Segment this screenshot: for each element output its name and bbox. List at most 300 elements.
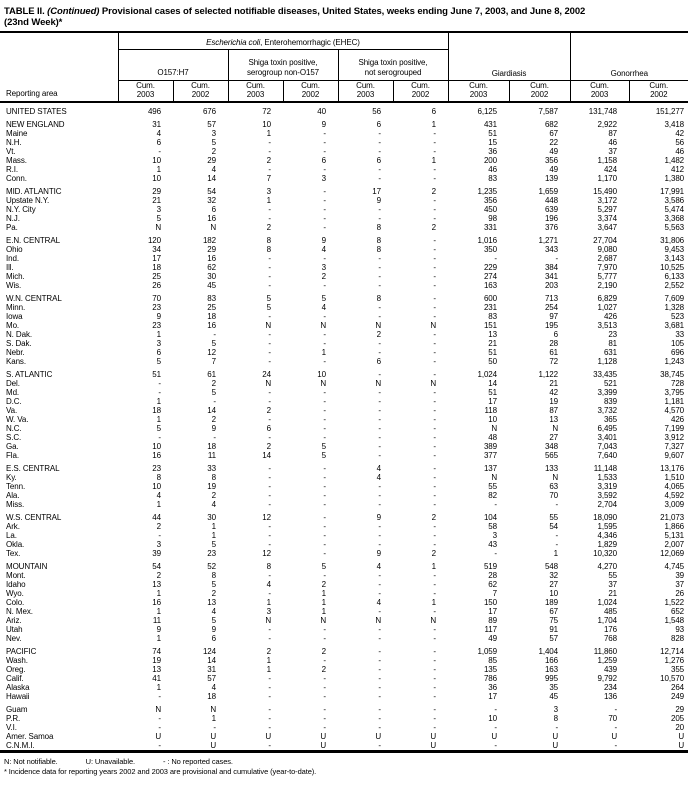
value-cell: 1 — [553, 549, 559, 558]
value-cell: 9 — [156, 312, 161, 321]
reporting-area-cell: Minn. — [6, 303, 26, 312]
value-cell: - — [323, 339, 326, 348]
value-cell: 18 — [152, 406, 161, 415]
value-cell: N — [375, 616, 381, 625]
value-cell: 1,380 — [664, 174, 685, 183]
value-cell: 3,732 — [597, 406, 618, 415]
value-cell: 652 — [670, 607, 685, 616]
reporting-area-cell: Vt. — [6, 147, 16, 156]
value-cell: 2 — [376, 330, 381, 339]
reporting-area-cell: Fla. — [6, 451, 19, 460]
value-cell: 1 — [266, 665, 271, 674]
reporting-area-cell: Colo. — [6, 598, 25, 607]
value-cell: 1,016 — [477, 236, 497, 245]
value-cell: - — [323, 223, 326, 232]
value-cell: 81 — [608, 339, 618, 348]
value-cell: U — [552, 732, 559, 741]
value-cell: 4,745 — [664, 562, 685, 571]
footnotes — [0, 757, 688, 777]
value-cell: 4,346 — [597, 531, 618, 540]
value-cell: 135 — [483, 665, 497, 674]
reporting-area-cell: MOUNTAIN — [6, 562, 48, 571]
reporting-area-cell: Ky. — [6, 473, 17, 482]
value-cell: 6 — [431, 107, 436, 116]
value-cell: N — [430, 616, 436, 625]
value-cell: - — [378, 656, 381, 665]
value-cell: - — [378, 442, 381, 451]
value-cell: N — [265, 616, 271, 625]
value-cell: - — [158, 692, 161, 701]
value-cell: 27 — [549, 433, 559, 442]
value-cell: - — [433, 625, 436, 634]
value-cell: 1,866 — [664, 522, 685, 531]
value-cell: 30 — [207, 513, 216, 522]
legend-no-reported-cases: - : No reported cases. — [163, 757, 233, 766]
value-cell: 14 — [262, 451, 271, 460]
value-cell: 3 — [156, 540, 161, 549]
value-cell: 6 — [266, 424, 271, 433]
table-row — [0, 263, 688, 272]
value-cell: 2 — [431, 223, 436, 232]
value-cell: 3,592 — [597, 491, 618, 500]
value-cell: - — [433, 205, 436, 214]
value-cell: 23 — [152, 464, 161, 473]
value-cell: 7 — [266, 174, 271, 183]
value-cell: 485 — [603, 607, 618, 616]
value-cell: U — [430, 741, 436, 750]
reporting-area-cell: Mich. — [6, 272, 25, 281]
reporting-area-cell: Wis. — [6, 281, 22, 290]
value-cell: 2 — [321, 272, 326, 281]
value-cell: 12,069 — [660, 549, 685, 558]
value-cell: - — [158, 433, 161, 442]
value-cell: 9 — [376, 549, 381, 558]
value-cell: N — [430, 321, 436, 330]
value-cell: - — [323, 531, 326, 540]
reporting-area-cell: MID. ATLANTIC — [6, 187, 62, 196]
value-cell: 713 — [544, 294, 559, 303]
value-cell: 55 — [488, 482, 497, 491]
value-cell: 1,510 — [664, 473, 685, 482]
value-cell: 58 — [488, 522, 497, 531]
value-cell: 5 — [156, 214, 161, 223]
table-row — [0, 741, 688, 752]
value-cell: 50 — [488, 357, 497, 366]
value-cell: N — [265, 321, 271, 330]
value-cell: 5 — [211, 339, 216, 348]
value-cell: - — [268, 357, 271, 366]
value-cell: - — [555, 540, 559, 549]
value-cell: - — [433, 196, 436, 205]
gonorrhea-group-header: Gonorrhea — [570, 32, 688, 80]
value-cell: 274 — [483, 272, 497, 281]
value-cell: 17 — [488, 397, 497, 406]
value-cell: 828 — [670, 634, 685, 643]
table-row — [0, 165, 688, 174]
value-cell: 2 — [156, 522, 161, 531]
value-cell: 1,027 — [597, 303, 618, 312]
value-cell: - — [433, 589, 436, 598]
value-cell: 1,122 — [538, 370, 559, 379]
value-cell: 29 — [152, 187, 161, 196]
value-cell: 42 — [675, 129, 685, 138]
value-cell: 205 — [670, 714, 685, 723]
value-cell: 10 — [152, 156, 161, 165]
value-cell: 11,860 — [593, 647, 618, 656]
value-cell: 27,704 — [593, 236, 618, 245]
value-cell: - — [433, 674, 436, 683]
value-cell: 548 — [544, 562, 559, 571]
value-cell: 1,595 — [597, 522, 618, 531]
value-cell: 8 — [376, 294, 381, 303]
value-cell: 1,659 — [538, 187, 559, 196]
value-cell: 16 — [207, 321, 216, 330]
value-cell: 61 — [549, 348, 559, 357]
value-cell: 676 — [202, 107, 216, 116]
table-row — [0, 540, 688, 549]
value-cell: - — [433, 263, 436, 272]
value-cell: U — [491, 732, 497, 741]
value-cell: - — [433, 165, 436, 174]
table-row — [0, 348, 688, 357]
col-header-cum-2003: Cum. 2003 — [570, 80, 629, 102]
value-cell: - — [268, 214, 271, 223]
value-cell: 2 — [321, 665, 326, 674]
value-cell: 10 — [152, 174, 161, 183]
value-cell: - — [433, 656, 436, 665]
table-row — [0, 473, 688, 482]
value-cell: 9,792 — [597, 674, 618, 683]
value-cell: 1 — [266, 598, 271, 607]
value-cell: - — [433, 522, 436, 531]
value-cell: - — [268, 589, 271, 598]
value-cell: - — [433, 357, 436, 366]
reporting-area-cell: Nebr. — [6, 348, 25, 357]
value-cell: - — [378, 281, 381, 290]
value-cell: 56 — [372, 107, 381, 116]
value-cell: 200 — [483, 156, 497, 165]
value-cell: - — [433, 406, 436, 415]
reporting-area-cell: Iowa — [6, 312, 23, 321]
value-cell: 7,327 — [664, 442, 685, 451]
value-cell: - — [433, 339, 436, 348]
reporting-area-cell: Nev. — [6, 634, 22, 643]
value-cell: 4,570 — [664, 406, 685, 415]
value-cell: 3 — [156, 339, 161, 348]
table-row — [0, 656, 688, 665]
value-cell: 54 — [207, 187, 216, 196]
value-cell: - — [433, 348, 436, 357]
value-cell: 2 — [211, 415, 216, 424]
reporting-area-cell: Utah — [6, 625, 23, 634]
value-cell: - — [378, 571, 381, 580]
value-cell: 5 — [321, 451, 326, 460]
value-cell: 42 — [549, 388, 559, 397]
value-cell: 10 — [262, 120, 271, 129]
value-cell: 41 — [152, 674, 161, 683]
value-cell: - — [268, 683, 271, 692]
value-cell: - — [323, 165, 326, 174]
value-cell: 45 — [207, 281, 216, 290]
value-cell: - — [378, 665, 381, 674]
table-row — [0, 232, 688, 245]
value-cell: - — [378, 214, 381, 223]
value-cell: 1 — [211, 522, 216, 531]
value-cell: 23 — [608, 330, 618, 339]
value-cell: - — [378, 531, 381, 540]
value-cell: N — [210, 223, 216, 232]
value-cell: 2,007 — [664, 540, 685, 549]
value-cell: - — [268, 254, 271, 263]
value-cell: 9 — [321, 236, 326, 245]
value-cell: - — [433, 388, 436, 397]
value-cell: 4 — [211, 683, 216, 692]
col-header-cum-2002: Cum. 2002 — [173, 80, 228, 102]
value-cell: U — [678, 741, 685, 750]
value-cell: 118 — [484, 406, 497, 415]
reporting-area-cell: C.N.M.I. — [6, 741, 35, 750]
value-cell: - — [323, 683, 326, 692]
table-row — [0, 482, 688, 491]
value-cell: - — [213, 397, 216, 406]
value-cell: 9 — [156, 625, 161, 634]
value-cell: - — [323, 692, 326, 701]
value-cell: 389 — [483, 442, 497, 451]
value-cell: 2 — [266, 223, 271, 232]
value-cell: - — [268, 625, 271, 634]
value-cell: - — [268, 714, 271, 723]
value-cell: 9 — [211, 625, 216, 634]
value-cell: 1 — [156, 607, 161, 616]
value-cell: N — [491, 424, 497, 433]
value-cell: - — [494, 549, 497, 558]
value-cell: 196 — [544, 214, 559, 223]
value-cell: - — [323, 397, 326, 406]
reporting-area-cell: N. Mex. — [6, 607, 33, 616]
value-cell: 54 — [549, 522, 559, 531]
table-row — [0, 580, 688, 589]
table-row — [0, 312, 688, 321]
value-cell: - — [433, 245, 436, 254]
value-cell: - — [323, 196, 326, 205]
ehec-italic-label: Escherichia coli — [206, 37, 261, 47]
table-row — [0, 549, 688, 558]
value-cell: - — [323, 491, 326, 500]
value-cell: 11 — [207, 451, 216, 460]
value-cell: 51 — [152, 370, 161, 379]
value-cell: - — [378, 705, 381, 714]
title-continued: (Continued) — [47, 6, 100, 17]
value-cell: 3,374 — [597, 214, 618, 223]
value-cell: 5,297 — [597, 205, 618, 214]
value-cell: 426 — [670, 415, 685, 424]
value-cell: - — [323, 406, 326, 415]
reporting-area-cell: Kans. — [6, 357, 26, 366]
value-cell: 1,404 — [538, 647, 559, 656]
reporting-area-cell: Oreg. — [6, 665, 26, 674]
value-cell: 43 — [488, 540, 497, 549]
value-cell: 4,270 — [597, 562, 618, 571]
value-cell: 356 — [544, 156, 559, 165]
value-cell: 3 — [492, 531, 497, 540]
value-cell: 20 — [675, 723, 685, 732]
value-cell: 70 — [152, 294, 161, 303]
value-cell: 18 — [207, 692, 216, 701]
value-cell: 13,176 — [660, 464, 685, 473]
value-cell: 25 — [207, 303, 216, 312]
value-cell: 37 — [675, 580, 685, 589]
reporting-area-cell: Wash. — [6, 656, 28, 665]
value-cell: - — [433, 491, 436, 500]
value-cell: 5,563 — [664, 223, 685, 232]
value-cell: 10 — [488, 714, 497, 723]
value-cell: 151 — [483, 321, 497, 330]
value-cell: - — [323, 714, 326, 723]
value-cell: 22 — [549, 138, 559, 147]
reporting-area-cell: Mass. — [6, 156, 27, 165]
table-row — [0, 500, 688, 509]
value-cell: 70 — [549, 491, 559, 500]
value-cell: - — [433, 174, 436, 183]
value-cell: 3 — [156, 205, 161, 214]
value-cell: 3,399 — [597, 388, 618, 397]
disease-table — [0, 31, 688, 753]
value-cell: - — [494, 723, 497, 732]
table-header — [0, 32, 688, 102]
value-cell: 3 — [553, 705, 559, 714]
reporting-area-cell: Ill. — [6, 263, 14, 272]
value-cell: 12 — [262, 549, 271, 558]
value-cell: 3,912 — [664, 433, 685, 442]
value-cell: - — [323, 357, 326, 366]
value-cell: 13 — [152, 580, 161, 589]
value-cell: - — [433, 147, 436, 156]
value-cell: - — [433, 138, 436, 147]
value-cell: 1,328 — [664, 303, 685, 312]
value-cell: 1 — [156, 415, 161, 424]
value-cell: 87 — [549, 406, 559, 415]
value-cell: 5 — [211, 540, 216, 549]
value-cell: 7,640 — [597, 451, 618, 460]
table-title — [0, 6, 688, 28]
table-row — [0, 388, 688, 397]
value-cell: 16 — [207, 214, 216, 223]
value-cell: - — [213, 723, 216, 732]
reporting-area-cell: Alaska — [6, 683, 30, 692]
table-row — [0, 589, 688, 598]
value-cell: - — [323, 571, 326, 580]
value-cell: 4,065 — [664, 482, 685, 491]
table-row — [0, 379, 688, 388]
reporting-area-cell: W.S. CENTRAL — [6, 513, 62, 522]
value-cell: - — [378, 406, 381, 415]
value-cell: 1 — [156, 397, 161, 406]
reporting-area-cell: Miss. — [6, 500, 25, 509]
value-cell: 11,148 — [593, 464, 618, 473]
value-cell: 450 — [483, 205, 497, 214]
value-cell: 72 — [549, 357, 559, 366]
value-cell: 23 — [207, 549, 216, 558]
footnote-legend — [4, 757, 688, 767]
value-cell: - — [433, 634, 436, 643]
value-cell: - — [378, 714, 381, 723]
table-row — [0, 339, 688, 348]
value-cell: - — [378, 723, 381, 732]
value-cell: 1 — [431, 120, 436, 129]
value-cell: 1 — [266, 129, 271, 138]
value-cell: 17 — [372, 187, 381, 196]
value-cell: 439 — [603, 665, 618, 674]
value-cell: 1 — [156, 165, 161, 174]
reporting-area-cell: S. ATLANTIC — [6, 370, 53, 379]
reporting-area-cell: N.Y. City — [6, 205, 36, 214]
value-cell: 18 — [207, 312, 216, 321]
value-cell: 231 — [483, 303, 497, 312]
value-cell: - — [378, 692, 381, 701]
giardiasis-group-header: Giardiasis — [448, 32, 570, 80]
value-cell: - — [433, 482, 436, 491]
value-cell: 376 — [544, 223, 559, 232]
value-cell: 1 — [156, 683, 161, 692]
table-row — [0, 366, 688, 379]
value-cell: 9,080 — [597, 245, 618, 254]
value-cell: N — [265, 379, 271, 388]
value-cell: 8 — [376, 223, 381, 232]
value-cell: 7,199 — [664, 424, 685, 433]
value-cell: 82 — [488, 491, 497, 500]
value-cell: 3,401 — [597, 433, 618, 442]
value-cell: - — [323, 522, 326, 531]
value-cell: - — [323, 513, 326, 522]
value-cell: - — [494, 254, 497, 263]
reporting-area-label: Reporting area — [6, 89, 58, 98]
value-cell: U — [210, 741, 216, 750]
value-cell: 424 — [603, 165, 618, 174]
value-cell: 49 — [488, 634, 497, 643]
table-row — [0, 196, 688, 205]
table-row — [0, 147, 688, 156]
value-cell: 139 — [544, 174, 559, 183]
value-cell: U — [320, 732, 326, 741]
value-cell: 8 — [376, 245, 381, 254]
value-cell: 1 — [321, 598, 326, 607]
reporting-area-header — [0, 32, 118, 102]
value-cell: 1,482 — [664, 156, 685, 165]
reporting-area-cell: Del. — [6, 379, 20, 388]
value-cell: 19 — [152, 656, 161, 665]
ehec-group-header — [118, 32, 448, 49]
value-cell: 38,745 — [660, 370, 685, 379]
table-row — [0, 558, 688, 571]
value-cell: 18 — [152, 263, 161, 272]
reporting-area-cell: E.N. CENTRAL — [6, 236, 60, 245]
value-cell: 8 — [266, 245, 271, 254]
value-cell: 37 — [608, 580, 618, 589]
value-cell: 1,704 — [597, 616, 618, 625]
subgroup-line2: serogroup non-O157 — [246, 67, 320, 77]
value-cell: - — [268, 388, 271, 397]
reporting-area-cell: V.I. — [6, 723, 17, 732]
value-cell: - — [494, 500, 497, 509]
value-cell: 40 — [317, 107, 326, 116]
value-cell: - — [323, 415, 326, 424]
value-cell: - — [268, 263, 271, 272]
value-cell: 565 — [544, 451, 559, 460]
value-cell: - — [494, 705, 497, 714]
value-cell: 6 — [211, 205, 216, 214]
value-cell: 519 — [483, 562, 497, 571]
value-cell: U — [265, 732, 271, 741]
